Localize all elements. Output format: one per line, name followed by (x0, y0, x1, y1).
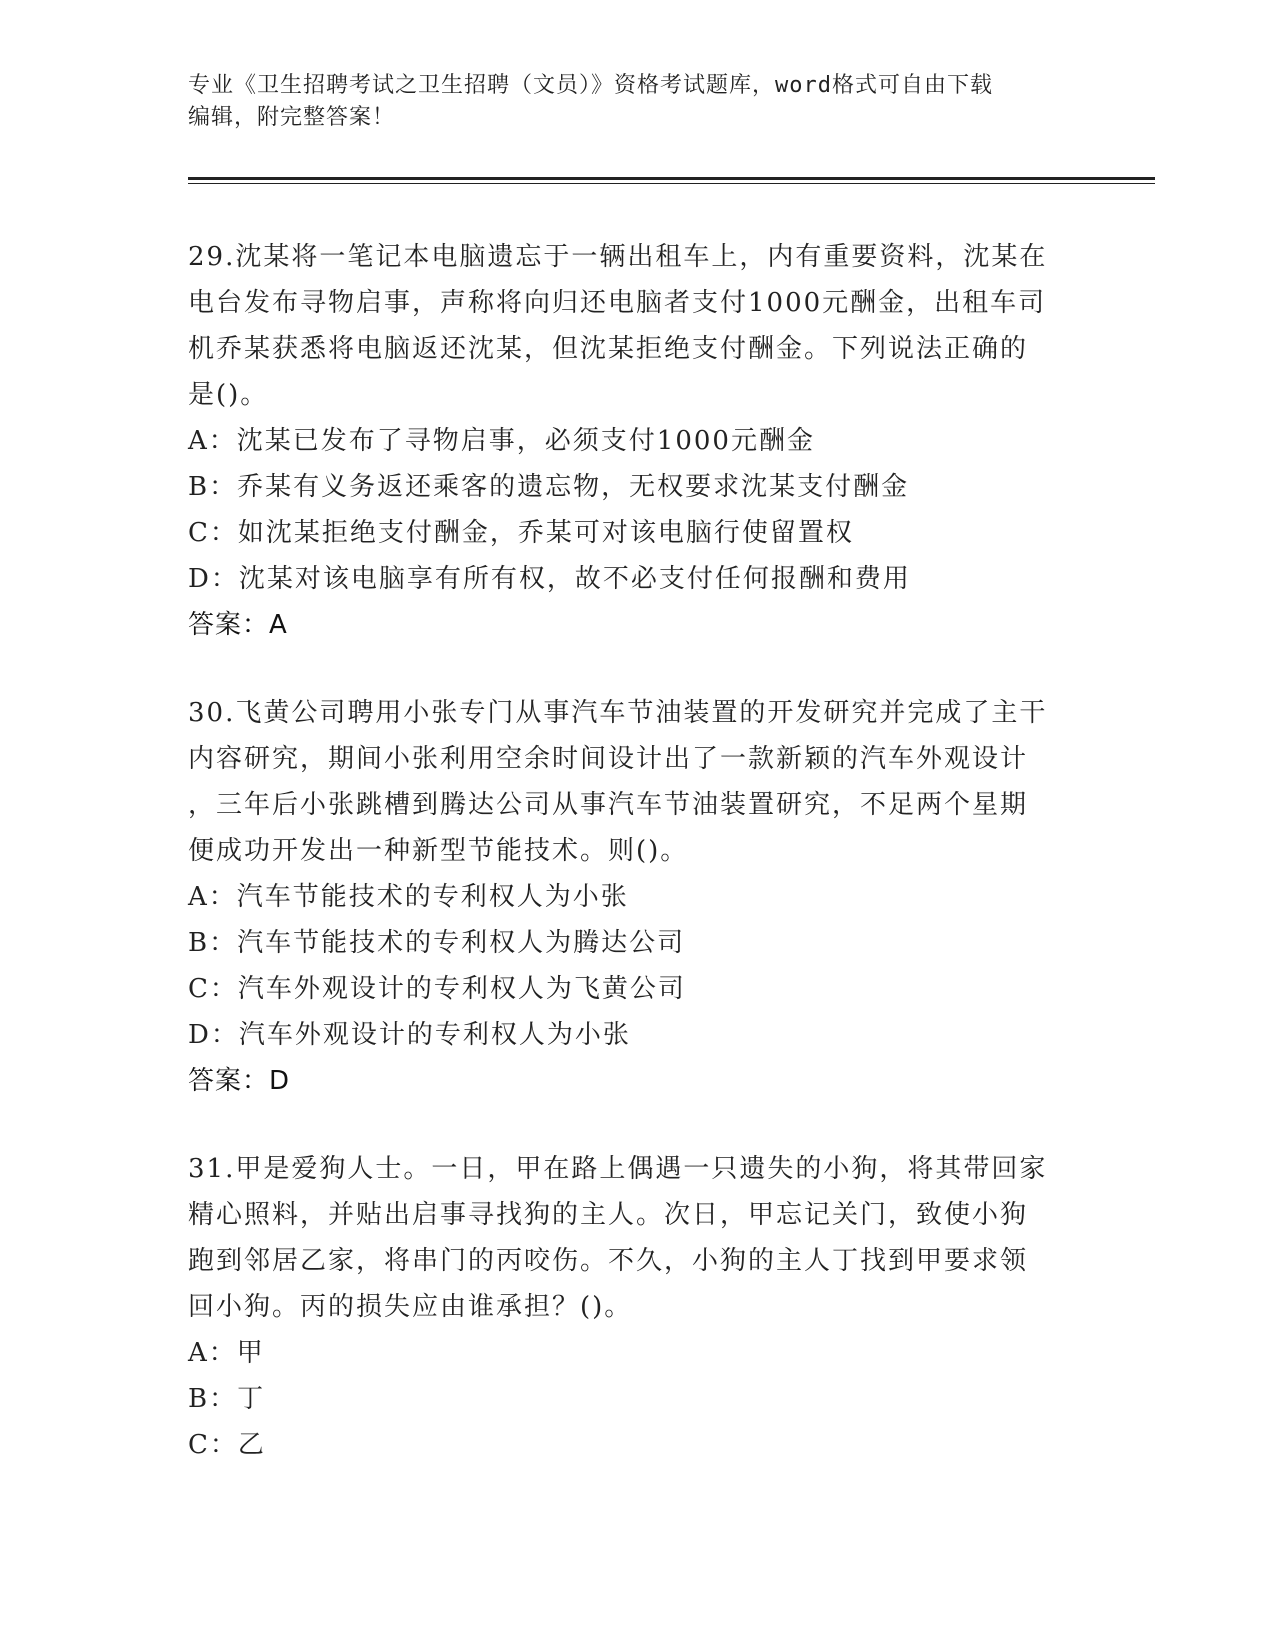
stem-line: 精心照料，并贴出启事寻找狗的主人。次日，甲忘记关门，致使小狗 (188, 1200, 1029, 1230)
option-b: B：乔某有义务返还乘客的遗忘物，无权要求沈某支付酬金 (188, 472, 910, 502)
option-c: C：汽车外观设计的专利权人为飞黄公司 (188, 974, 686, 1004)
stem-line: 跑到邻居乙家，将串门的丙咬伤。不久，小狗的主人丁找到甲要求领 (188, 1246, 1029, 1276)
option-b: B：丁 (188, 1384, 266, 1414)
header-divider-thin (188, 183, 1155, 184)
option-d: D：沈某对该电脑享有所有权，故不必支付任何报酬和费用 (188, 564, 911, 594)
stem-line: 是()。 (188, 380, 269, 410)
question-stem (188, 234, 1088, 418)
answer-label: 答案：A (188, 610, 288, 640)
option-a: A：汽车节能技术的专利权人为小张 (188, 882, 629, 912)
stem-line: 电台发布寻物启事，声称将向归还电脑者支付1000元酬金，出租车司 (188, 288, 1047, 318)
question-31 (188, 1146, 1088, 1468)
stem-line: 31.甲是爱狗人士。一日，甲在路上偶遇一只遗失的小狗，将其带回家 (188, 1154, 1048, 1184)
header-line-2: 编辑，附完整答案！ (188, 105, 396, 130)
header-divider-thick (188, 177, 1155, 180)
stem-line: ，三年后小张跳槽到腾达公司从事汽车节油装置研究，不足两个星期 (188, 790, 1029, 820)
question-stem (188, 690, 1088, 874)
stem-line: 便成功开发出一种新型节能技术。则()。 (188, 836, 689, 866)
option-c: C：乙 (188, 1430, 266, 1460)
stem-line: 机乔某获悉将电脑返还沈某，但沈某拒绝支付酬金。下列说法正确的 (188, 334, 1029, 364)
option-d: D：汽车外观设计的专利权人为小张 (188, 1020, 631, 1050)
page-header (188, 70, 1088, 134)
stem-line: 内容研究，期间小张利用空余时间设计出了一款新颖的汽车外观设计 (188, 744, 1029, 774)
question-30 (188, 690, 1088, 1104)
question-stem (188, 1146, 1088, 1330)
stem-line: 30.飞黄公司聘用小张专门从事汽车节油装置的开发研究并完成了主干 (188, 698, 1048, 728)
question-29 (188, 234, 1088, 648)
stem-line: 回小狗。丙的损失应由谁承担？()。 (188, 1292, 633, 1322)
stem-line: 29.沈某将一笔记本电脑遗忘于一辆出租车上，内有重要资料，沈某在 (188, 242, 1048, 272)
option-c: C：如沈某拒绝支付酬金，乔某可对该电脑行使留置权 (188, 518, 854, 548)
option-b: B：汽车节能技术的专利权人为腾达公司 (188, 928, 686, 958)
header-line-1: 专业《卫生招聘考试之卫生招聘（文员）》资格考试题库，word格式可自由下载 (188, 73, 993, 98)
option-a: A：甲 (188, 1338, 265, 1368)
option-a: A：沈某已发布了寻物启事，必须支付1000元酬金 (188, 426, 815, 456)
answer-label: 答案：D (188, 1066, 291, 1096)
